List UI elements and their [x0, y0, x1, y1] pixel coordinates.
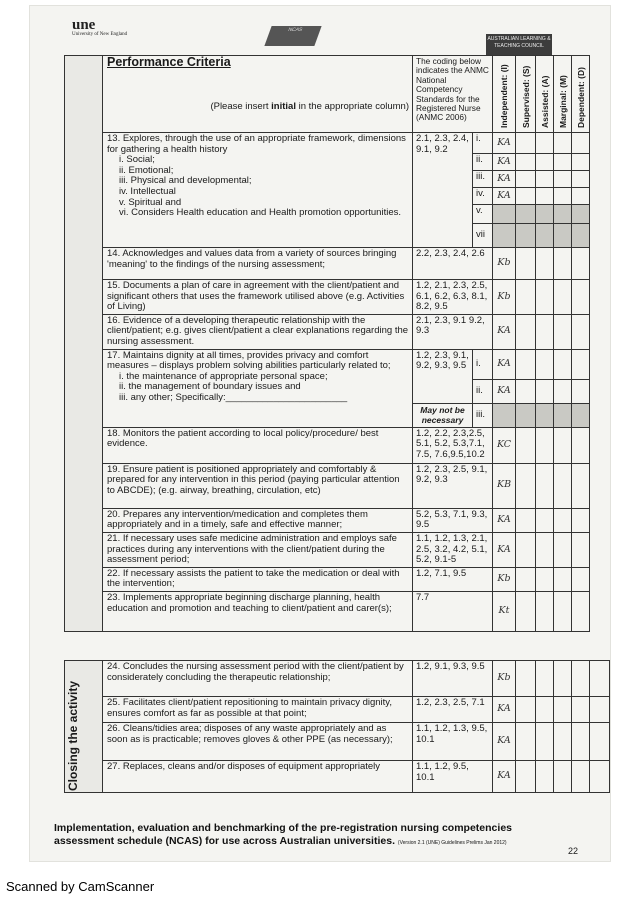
code-17: 1.2, 2.3, 9.1, 9.2, 9.3, 9.5 [413, 349, 473, 403]
empty-cell[interactable] [572, 532, 590, 567]
empty-cell[interactable] [536, 591, 554, 631]
initial-cell[interactable]: KA [493, 349, 516, 379]
initial-cell[interactable]: KC [493, 427, 516, 463]
empty-cell[interactable] [516, 314, 536, 349]
empty-cell[interactable] [516, 248, 536, 280]
scanner-watermark: Scanned by CamScanner [6, 879, 155, 894]
code-14: 2.2, 2.3, 2.4, 2.6 [413, 248, 493, 280]
shaded-cell [572, 205, 590, 224]
initial-cell[interactable]: KA [493, 379, 516, 403]
altc-logo: AUSTRALIAN LEARNING & TEACHING COUNCIL [486, 34, 552, 68]
shaded-cell [536, 224, 554, 248]
empty-cell[interactable] [536, 567, 554, 591]
empty-cell[interactable] [554, 188, 572, 205]
empty-cell[interactable] [536, 188, 554, 205]
level-supervised: Supervised: (S) [516, 56, 536, 133]
empty-cell[interactable] [536, 248, 554, 280]
empty-cell[interactable] [536, 133, 554, 154]
code-21: 1.1, 1.2, 1.3, 2.1, 2.5, 3.2, 4.2, 5.1, 5.2, 9.1-5 [413, 532, 493, 567]
shaded-cell [554, 205, 572, 224]
empty-cell[interactable] [554, 314, 572, 349]
sub-roman: iii. [473, 403, 493, 427]
empty-cell[interactable] [572, 567, 590, 591]
criterion-16: 16. Evidence of a developing therapeutic relationship with the client/patient; e.g. gives client/patient a clear explanations regarding the nursing assessment. [103, 314, 413, 349]
code-15: 1.2, 2.1, 2.3, 2.5, 6.1, 6.2, 6.3, 8.1, 8.2, 9.5 [413, 280, 493, 315]
empty-cell[interactable] [572, 154, 590, 171]
criterion-27: 27. Replaces, cleans and/or disposes of equipment appropriately [103, 761, 413, 793]
empty-cell[interactable] [572, 427, 590, 463]
empty-cell[interactable] [536, 349, 554, 379]
empty-cell[interactable] [516, 697, 536, 723]
code-19: 1.2, 2.3, 2.5, 9.1, 9.2, 9.3 [413, 463, 493, 508]
code-26: 1.1, 1.2, 1.3, 9.5, 10.1 [413, 723, 493, 761]
closing-activity-table [64, 660, 610, 793]
sub-roman: iii. [473, 171, 493, 188]
une-logo: une University of New England [72, 17, 128, 37]
criterion-20: 20. Prepares any intervention/medication and completes them appropriately and in a timely, safe and effective manner; [103, 508, 413, 532]
empty-cell[interactable] [572, 723, 590, 761]
level-independent: Independent: (I) [493, 56, 516, 133]
empty-cell[interactable] [554, 532, 572, 567]
code-18: 1.2, 2.2, 2.3,2.5, 5.1, 5.2, 5.3,7.1, 7.5, 7.6,9.5,10.2 [413, 427, 493, 463]
code-27: 1.1, 1.2, 9.5, 10.1 [413, 761, 493, 793]
level-assisted: Assisted: (A) [536, 56, 554, 133]
empty-cell[interactable] [516, 154, 536, 171]
empty-cell[interactable] [516, 723, 536, 761]
footer-line-2: assessment schedule (NCAS) for use across Australian universities. (Version 2.1 (UNE) Guidelines Prelims Jan 2012) [54, 835, 507, 847]
empty-cell[interactable] [516, 280, 536, 315]
empty-cell[interactable] [554, 133, 572, 154]
empty-cell[interactable] [554, 697, 572, 723]
empty-cell[interactable] [572, 697, 590, 723]
empty-cell[interactable] [554, 171, 572, 188]
empty-cell[interactable] [572, 171, 590, 188]
empty-cell[interactable] [554, 427, 572, 463]
code-20: 5.2, 5.3, 7.1, 9.3, 9.5 [413, 508, 493, 532]
sub-roman: ii. [473, 154, 493, 171]
empty-cell[interactable] [516, 661, 536, 697]
shaded-cell [572, 403, 590, 427]
empty-cell[interactable] [572, 188, 590, 205]
shaded-cell [493, 205, 516, 224]
initial-cell[interactable]: Kb [493, 661, 516, 697]
empty-cell[interactable] [516, 591, 536, 631]
empty-cell[interactable] [516, 379, 536, 403]
empty-cell[interactable] [590, 723, 610, 761]
empty-cell[interactable] [536, 661, 554, 697]
coding-header: The coding below indicates the ANMC National Competency Standards for the Registered Nurse (ANMC 2006) [413, 56, 493, 133]
code-24: 1.2, 9.1, 9.3, 9.5 [413, 661, 493, 697]
empty-cell[interactable] [536, 463, 554, 508]
empty-cell[interactable] [516, 133, 536, 154]
empty-cell[interactable] [572, 133, 590, 154]
empty-cell[interactable] [536, 508, 554, 532]
shaded-cell [493, 403, 516, 427]
initial-cell[interactable]: KB [493, 463, 516, 508]
left-margin-column [65, 56, 103, 632]
code-25: 1.2, 2.3, 2.5, 7.1 [413, 697, 493, 723]
empty-cell[interactable] [554, 349, 572, 379]
sub-roman: iv. [473, 188, 493, 205]
criterion-25: 25. Facilitates client/patient repositioning to maintain privacy dignity, ensures comfort as far as possible at that point; [103, 697, 413, 723]
empty-cell[interactable] [536, 379, 554, 403]
empty-cell[interactable] [516, 508, 536, 532]
initial-cell[interactable]: KA [493, 761, 516, 793]
empty-cell[interactable] [516, 567, 536, 591]
initial-cell[interactable]: KA [493, 188, 516, 205]
page-number: 22 [568, 846, 579, 856]
empty-cell[interactable] [554, 761, 572, 793]
initial-cell[interactable]: KA [493, 314, 516, 349]
empty-cell[interactable] [572, 248, 590, 280]
initial-cell[interactable]: KA [493, 723, 516, 761]
empty-cell[interactable] [516, 171, 536, 188]
footer-version: (Version 2.1 (UNE) Guidelines Prelims Jan 2012) [397, 840, 507, 846]
initial-cell[interactable]: KA [493, 133, 516, 154]
initial-cell[interactable]: Kb [493, 248, 516, 280]
code-17-note: May not be necessary [413, 403, 473, 427]
empty-cell[interactable] [572, 280, 590, 315]
document-footer [54, 822, 574, 850]
criterion-19: 19. Ensure patient is positioned appropriately and comfortably & prepared for any intervention in this period (paying particular attention to ABCDE); (e.g. airway, breathing, circulation, etc) [103, 463, 413, 508]
empty-cell[interactable] [536, 314, 554, 349]
instruction-note: (Please insert initial in the appropriate column) [210, 100, 409, 112]
empty-cell[interactable] [554, 661, 572, 697]
empty-cell[interactable] [536, 171, 554, 188]
shaded-cell [516, 224, 536, 248]
empty-cell[interactable] [572, 379, 590, 403]
empty-cell[interactable] [554, 567, 572, 591]
empty-cell[interactable] [554, 463, 572, 508]
criterion-14: 14. Acknowledges and values data from a variety of sources bringing 'meaning' to the findings of the nursing assessment; [103, 248, 413, 280]
empty-cell[interactable] [536, 280, 554, 315]
empty-cell[interactable] [554, 154, 572, 171]
initial-cell[interactable]: KA [493, 697, 516, 723]
empty-cell[interactable] [554, 280, 572, 315]
empty-cell[interactable] [572, 349, 590, 379]
empty-cell[interactable] [536, 697, 554, 723]
empty-cell[interactable] [572, 761, 590, 793]
initial-cell[interactable]: Kt [493, 591, 516, 631]
empty-cell[interactable] [536, 532, 554, 567]
empty-cell[interactable] [536, 723, 554, 761]
empty-cell[interactable] [536, 154, 554, 171]
empty-cell[interactable] [590, 697, 610, 723]
level-dependent: Dependent: (D) [572, 56, 590, 133]
empty-cell[interactable] [554, 723, 572, 761]
empty-cell[interactable] [536, 427, 554, 463]
empty-cell[interactable] [536, 761, 554, 793]
performance-criteria-table [64, 55, 610, 632]
empty-cell[interactable] [554, 248, 572, 280]
empty-cell[interactable] [572, 463, 590, 508]
code-13: 2.1, 2.3, 2.4, 9.1, 9.2 [413, 133, 473, 248]
code-23: 7.7 [413, 591, 493, 631]
empty-cell[interactable] [572, 508, 590, 532]
sub-roman: ii. [473, 379, 493, 403]
code-22: 1.2, 7.1, 9.5 [413, 567, 493, 591]
initial-cell[interactable]: Kb [493, 567, 516, 591]
empty-cell[interactable] [516, 532, 536, 567]
empty-cell[interactable] [516, 463, 536, 508]
empty-cell[interactable] [572, 314, 590, 349]
empty-cell[interactable] [516, 761, 536, 793]
criterion-24: 24. Concludes the nursing assessment period with the client/patient by considerately concluding the therapeutic relationship; [103, 661, 413, 697]
initial-cell[interactable]: KA [493, 171, 516, 188]
ncas-logo: NCAS [264, 26, 321, 46]
sub-roman: i. [473, 133, 493, 154]
shaded-cell [572, 224, 590, 248]
sub-roman: i. [473, 349, 493, 379]
shaded-cell [516, 403, 536, 427]
criterion-23: 23. Implements appropriate beginning discharge planning, health education and promotion and teaching to client/patient and carer(s); [103, 591, 413, 631]
empty-cell[interactable] [516, 188, 536, 205]
level-marginal: Marginal: (M) [554, 56, 572, 133]
criterion-22: 22. If necessary assists the patient to take the medication or deal with the intervention; [103, 567, 413, 591]
header-criteria-cell [103, 56, 413, 133]
empty-cell[interactable] [516, 427, 536, 463]
empty-cell[interactable] [590, 761, 610, 793]
performance-criteria-title: Performance Criteria [107, 55, 231, 69]
criterion-13: 13. Explores, through the use of an appropriate framework, dimensions for gathering a health history i. Social; ii. Emotional; iii. Physical and developmental; iv. Intellectual v. Spiritual and vi. Considers Health education and Health promotion opportunities. [103, 133, 413, 248]
footer-line-1: Implementation, evaluation and benchmarking of the pre-registration nursing competencies [54, 822, 512, 834]
criterion-17: 17. Maintains dignity at all times, provides privacy and comfort measures – displays problem solving abilities particularly related to; i. the maintenance of appropriate personal space; ii. the management of boundary issues and iii. any other; Specifically:_______________________ [103, 349, 413, 427]
shaded-cell [493, 224, 516, 248]
empty-cell[interactable] [554, 379, 572, 403]
empty-cell[interactable] [554, 591, 572, 631]
closing-activity-label: Closing the activity [65, 661, 103, 793]
criterion-15: 15. Documents a plan of care in agreement with the client/patient and significant others that uses the framework utilised above (e.g. Activities of Living) [103, 280, 413, 315]
code-16: 2.1, 2.3, 9.1 9.2, 9.3 [413, 314, 493, 349]
initial-cell[interactable]: KA [493, 532, 516, 567]
criterion-18: 18. Monitors the patient according to local policy/procedure/ best evidence. [103, 427, 413, 463]
shaded-cell [536, 205, 554, 224]
empty-cell[interactable] [516, 349, 536, 379]
shaded-cell [516, 205, 536, 224]
empty-cell[interactable] [572, 661, 590, 697]
shaded-cell [536, 403, 554, 427]
shaded-cell [554, 403, 572, 427]
shaded-cell [554, 224, 572, 248]
empty-cell[interactable] [590, 661, 610, 697]
sub-roman: v. [473, 205, 493, 224]
criterion-26: 26. Cleans/tidies area; disposes of any waste appropriately and as soon as is practicable; removes gloves & other PPE (as necessary); [103, 723, 413, 761]
empty-cell[interactable] [554, 508, 572, 532]
empty-cell[interactable] [572, 591, 590, 631]
sub-roman: vii [473, 224, 493, 248]
initial-cell[interactable]: KA [493, 154, 516, 171]
initial-cell[interactable]: Kb [493, 280, 516, 315]
initial-cell[interactable]: KA [493, 508, 516, 532]
criterion-21: 21. If necessary uses safe medicine administration and employs safe practices during any interventions with the client/patient during the assessment period; [103, 532, 413, 567]
